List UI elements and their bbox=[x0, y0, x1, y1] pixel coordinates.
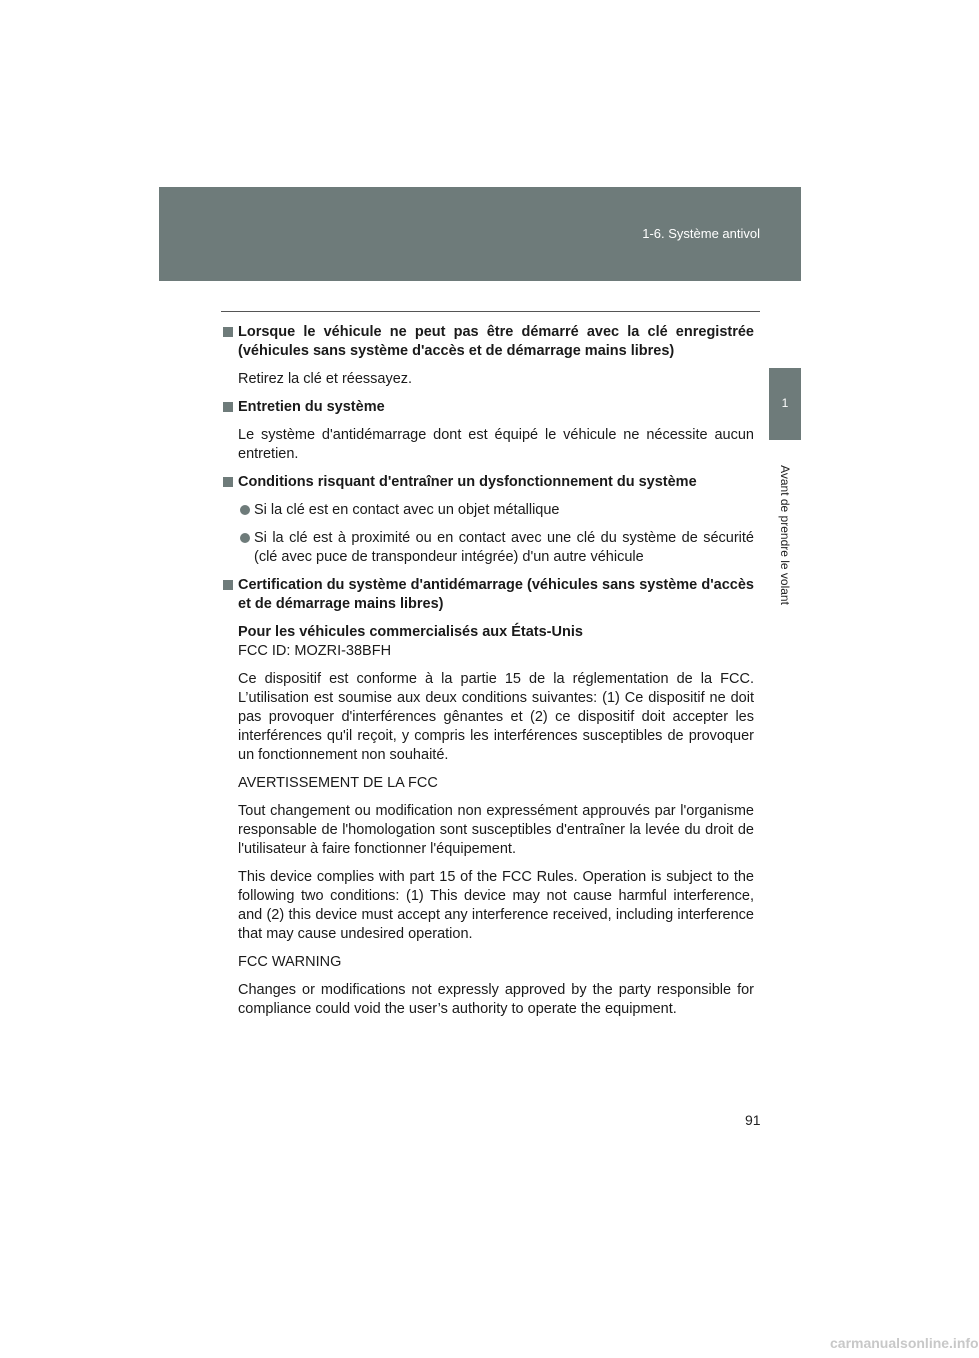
paragraph: Changes or modifications not expressly approved by the party responsible for compliance could void the user’s authority to operate the equipment. bbox=[238, 982, 754, 1017]
round-bullet-icon bbox=[240, 533, 250, 543]
chapter-header-band bbox=[159, 187, 801, 281]
list-item bbox=[221, 501, 754, 520]
square-bullet-icon bbox=[223, 327, 233, 337]
header-divider bbox=[221, 311, 760, 312]
paragraph: Tout changement ou modification non expressément approuvés par l'organisme responsable de l'homologation sont susceptibles d'entraîner la levée du droit de l'utilisateur à faire fonctionner l'équipement. bbox=[238, 803, 754, 857]
round-bullet-icon bbox=[240, 505, 250, 515]
chapter-number: 1 bbox=[781, 396, 789, 410]
paragraph: This device complies with part 15 of the FCC Rules. Operation is subject to the following two conditions: (1) This device may not cause harmful interference, and (2) this device must accept any interference received, including interference that may cause undesired operation. bbox=[238, 869, 754, 942]
list-item bbox=[221, 529, 754, 567]
heading-text: Lorsque le véhicule ne peut pas être démarré avec la clé enregistrée (véhicules sans système d'accès et de démarrage mains libres) bbox=[238, 324, 754, 359]
heading-text: Certification du système d'antidémarrage (véhicules sans système d'accès et de démarrage mains libres) bbox=[238, 577, 754, 612]
paragraph: Retirez la clé et réessayez. bbox=[238, 371, 413, 387]
paragraph-us-vehicles: Pour les véhicules commercialisés aux États-Unis bbox=[238, 624, 583, 640]
paragraph: Ce dispositif est conforme à la partie 15 de la réglementation de la FCC. L’utilisation est soumise aux deux conditions suivantes: (1) Ce dispositif ne doit pas provoquer d'interférences gênantes et (2) ce dispositif doit accepter les interférences qu'il reçoit, y compris les interférences susceptibles de provoquer un fonctionnement non souhaité. bbox=[238, 671, 754, 763]
paragraph-warning-title: FCC WARNING bbox=[238, 954, 342, 970]
list-item-text: Si la clé est à proximité ou en contact avec une clé du système de sécurité (clé avec puce de transpondeur intégrée) d'un autre véhicule bbox=[254, 530, 754, 565]
heading-maintenance bbox=[221, 398, 754, 417]
square-bullet-icon bbox=[223, 580, 233, 590]
chapter-tab bbox=[769, 368, 801, 440]
page-number: 91 bbox=[745, 1112, 761, 1128]
paragraph: Le système d'antidémarrage dont est équipé le véhicule ne nécessite aucun entretien. bbox=[238, 427, 754, 462]
heading-certification bbox=[221, 576, 754, 614]
paragraph-warning-title: AVERTISSEMENT DE LA FCC bbox=[238, 775, 438, 791]
page-content bbox=[221, 323, 754, 1028]
heading-unregistered-key bbox=[221, 323, 754, 361]
square-bullet-icon bbox=[223, 477, 233, 487]
heading-text: Conditions risquant d'entraîner un dysfonctionnement du système bbox=[238, 474, 697, 490]
watermark: carmanualsonline.info bbox=[830, 1335, 979, 1351]
list-item-text: Si la clé est en contact avec un objet métallique bbox=[254, 502, 560, 518]
chapter-side-label: Avant de prendre le volant bbox=[778, 465, 792, 605]
square-bullet-icon bbox=[223, 402, 233, 412]
section-title: 1-6. Système antivol bbox=[642, 226, 760, 241]
heading-malfunction-conditions bbox=[221, 473, 754, 492]
paragraph-fcc-id: FCC ID: MOZRI-38BFH bbox=[238, 643, 392, 659]
heading-text: Entretien du système bbox=[238, 399, 385, 415]
